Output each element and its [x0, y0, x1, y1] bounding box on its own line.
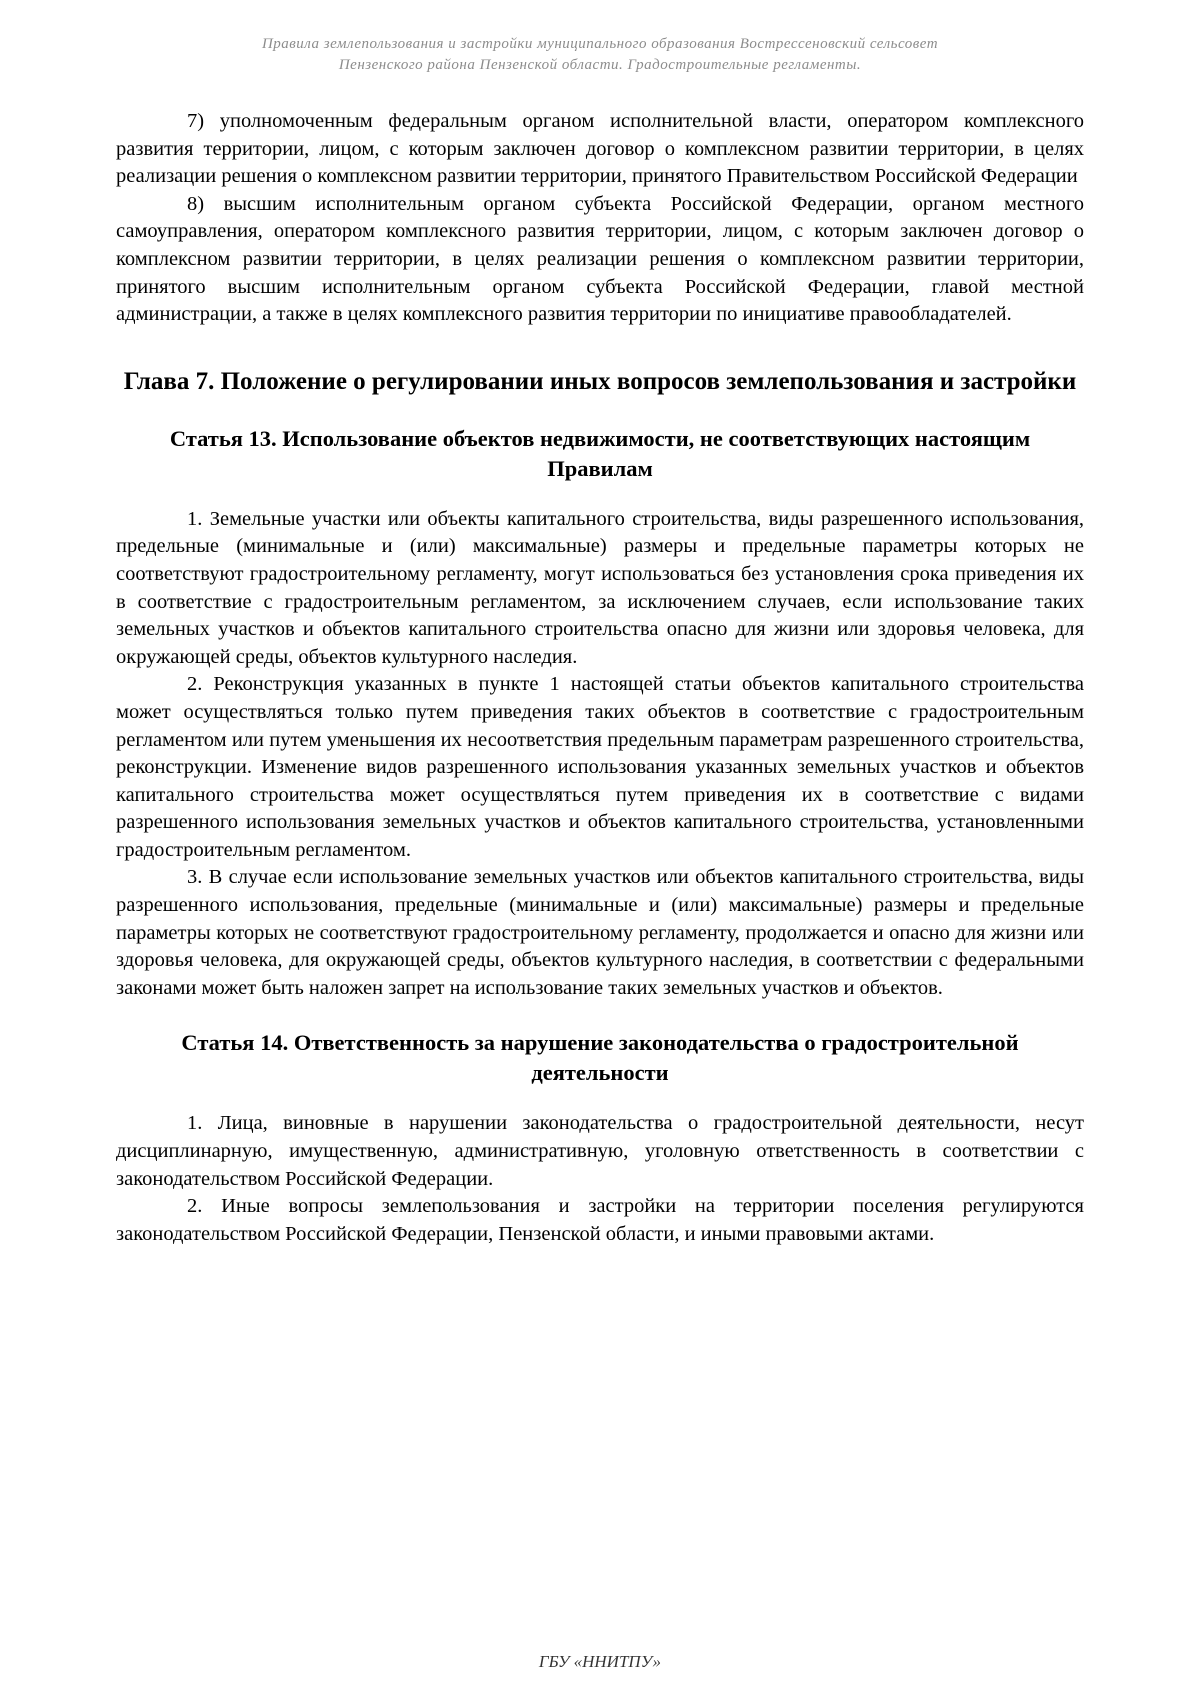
article-14-body [116, 1110, 1084, 1248]
article-13-body [116, 506, 1084, 1003]
page-header [0, 34, 1200, 76]
article-13-title: Статья 13. Использование объектов недвижимости, не соответствующих настоящим Правилам [169, 425, 1031, 481]
paragraph-item-8: 8) высшим исполнительным органом субъекта Российской Федерации, органом местного самоуправления, оператором комплексного развития территории, лицом, с которым заключен договор о комплексном развитии территории, в целях реализации решения о комплексном развитии территории, принятого высшим исполнительным органом субъекта Российской Федерации, главой местной администрации, а также в целях комплексного развития территории по инициативе правообладателей. [116, 192, 1084, 326]
header-line-1: Правила землепользования и застройки муниципального образования Вострессеновский сельсовет [261, 36, 939, 52]
article-13-paragraph-3: 3. В случае если использование земельных участков или объектов капитального строительства, виды разрешенного использования, предельные (минимальные и (или) максимальные) размеры и предельные параметры которых не соответствуют градостроительному регламенту, продолжается и опасно для жизни или здоровья человека, для окружающей среды, объектов культурного наследия, в соответствии с федеральными законами может быть наложен запрет на использование таких земельных участков и объектов. [116, 866, 1084, 999]
article-13-paragraph-2: 2. Реконструкция указанных в пункте 1 настоящей статьи объектов капитального строительства может осуществляться только путем приведения таких объектов в соответствие с градостроительным регламентом или путем уменьшения их несоответствия предельным параметрам разрешенного строительства, реконструкции. Изменение видов разрешенного использования указанных земельных участков и объектов капитального строительства может осуществляться путем приведения их в соответствие с видами разрешенного использования земельных участков и объектов капитального строительства, установленными градостроительным регламентом. [116, 673, 1084, 861]
article-14-paragraph-2: 2. Иные вопросы землепользования и застройки на территории поселения регулируются законодательством Российской Федерации, Пензенской области, и иными правовыми актами. [116, 1195, 1084, 1245]
article-14-paragraph-1: 1. Лица, виновные в нарушении законодательства о градостроительной деятельности, несут дисциплинарную, имущественную, административную, уголовную ответственность в соответствии с законодательством Российской Федерации. [116, 1112, 1084, 1190]
article-14-title: Статья 14. Ответственность за нарушение законодательства о градостроительной деятельности [181, 1030, 1019, 1086]
article-13-paragraph-1: 1. Земельные участки или объекты капитального строительства, виды разрешенного использования, предельные (минимальные и (или) максимальные) размеры и предельные параметры которых не соответствуют градостроительному регламенту, могут использоваться без установления срока приведения их в соответствие с градостроительным регламентом, за исключением случаев, если использование таких земельных участков и объектов капитального строительства опасно для жизни или здоровья человека, для окружающей среды, объектов культурного наследия. [116, 507, 1084, 668]
chapter-title: Глава 7. Положение о регулировании иных вопросов землепользования и застройки [123, 367, 1077, 395]
paragraph-item-7: 7) уполномоченным федеральным органом исполнительной власти, оператором комплексного развития территории, лицом, с которым заключен договор о комплексном развитии территории, в целях реализации решения о комплексном развитии территории, принятого Правительством Российской Федерации [116, 110, 1084, 188]
page-footer: ГБУ «ННИТПУ» [538, 1652, 662, 1671]
document-body [116, 108, 1084, 1248]
header-line-2: Пензенского района Пензенской области. Градостроительные регламенты. [338, 57, 862, 73]
